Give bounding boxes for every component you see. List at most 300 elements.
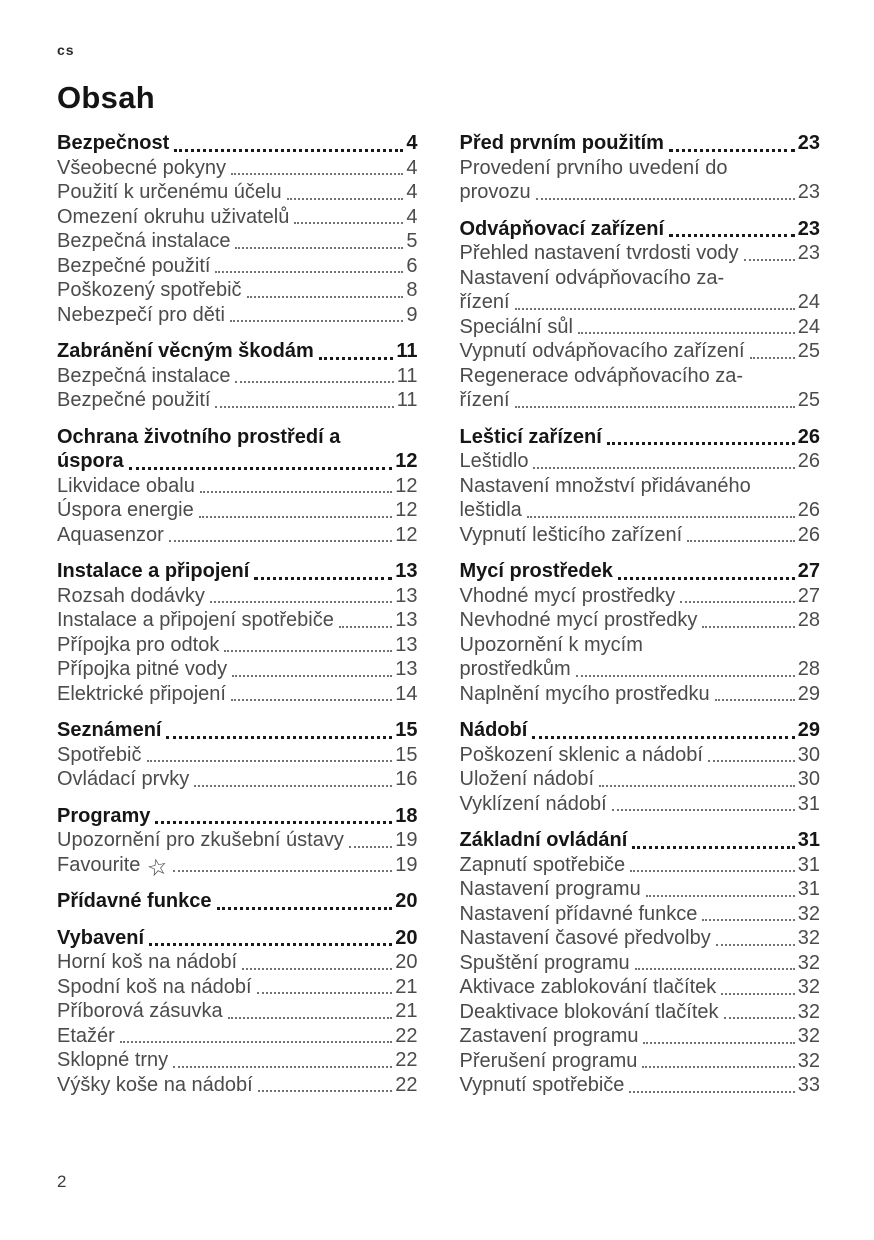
toc-entry-label: Omezení okruhu uživatelů [57,205,290,228]
toc-entry-label: Nastavení přídavné funkce [459,902,698,925]
toc-entry [460,951,821,976]
toc-entry [57,767,418,792]
toc-page-ref: 33 [797,1074,820,1096]
toc-entry-row [57,474,418,499]
toc-entry-row [460,180,821,205]
toc-entry [460,156,821,205]
toc-page-ref: 23 [797,217,820,240]
toc-page-ref: 21 [395,1000,418,1022]
dot-leader [254,577,392,580]
toc-entry-label: Ovládací prvky [57,768,190,790]
dot-leader [120,1041,392,1043]
toc-entry [57,608,418,633]
toc-page-ref: 16 [395,768,418,790]
toc-entry-row [460,290,821,315]
toc-page-ref: 19 [395,829,418,851]
dot-leader [630,870,795,872]
dot-leader [527,516,795,518]
dot-leader [215,271,403,273]
dot-leader [708,760,795,762]
toc-entry-label: Nastavení programu [459,878,641,900]
dot-leader [319,357,394,360]
toc-page-ref: 28 [797,609,820,631]
dot-leader [215,406,393,408]
toc-entry-row [460,523,821,548]
toc-entry [57,633,418,658]
toc-entry-label: Favourite [57,853,141,876]
dot-leader [235,247,403,249]
toc-page-ref: 15 [395,719,418,741]
dot-leader [155,821,392,824]
dot-leader [646,895,795,897]
toc-entry-row [57,254,418,279]
toc-entry-label: Nastavení časové předvolby [459,927,711,949]
toc-columns [57,131,820,1110]
toc-entry-row [460,388,821,413]
toc-entry-row [460,498,821,523]
toc-entry-label: Likvidace obalu [57,474,195,497]
dot-leader [724,1017,795,1019]
toc-entry-row [57,975,418,1000]
toc-page-ref: 24 [797,291,820,313]
toc-page-ref: 29 [797,719,820,741]
toc-entry-row [460,792,821,817]
toc-entry-row [460,608,821,633]
dot-leader [680,601,795,603]
toc-entry-row [57,339,418,364]
toc-heading [57,804,418,829]
toc-section [57,718,418,792]
toc-entry [57,474,418,499]
toc-entry [57,852,418,882]
toc-page-ref: 20 [395,951,418,973]
toc-entry [460,743,821,768]
toc-page-ref: 32 [797,902,820,925]
toc-page-ref: 24 [797,315,820,338]
toc-entry-row [57,449,418,474]
toc-page-ref: 32 [797,976,820,998]
toc-entry-label: Příborová zásuvka [57,1000,223,1022]
toc-entry-row [460,657,821,682]
toc-entry-row [57,229,418,254]
toc-entry [57,1073,418,1098]
dot-leader [515,406,795,408]
toc-entry-label: provozu [459,181,531,203]
toc-entry-row [460,559,821,584]
toc-entry-row [57,608,418,633]
toc-page-ref: 15 [395,743,418,766]
toc-entry [460,926,821,951]
toc-entry-label: Elektrické připojení [57,682,226,705]
page-number: 2 [57,1172,67,1191]
toc-entry-row [57,584,418,609]
toc-entry-label: řízení [459,389,510,411]
dot-leader [257,992,393,994]
toc-section [57,339,418,413]
dot-leader [173,1066,392,1068]
toc-entry-label: Výšky koše na nádobí [57,1073,253,1096]
toc-page-ref: 31 [797,878,820,900]
toc-entry-row [460,1073,821,1098]
dot-leader [129,467,393,470]
toc-entry-row [460,682,821,707]
toc-column-1 [57,131,418,1110]
toc-entry-row [460,425,821,450]
dot-leader [231,173,403,175]
toc-entry-label: Etažér [57,1024,115,1047]
dot-leader [194,785,392,787]
toc-page-ref: 20 [395,890,418,912]
toc-heading [57,889,418,914]
toc-entry-label: Aquasenzor [57,523,164,546]
dot-leader [618,577,795,580]
toc-page-ref: 8 [406,279,418,301]
toc-entry-label: Seznámení [57,719,162,741]
toc-entry-row [460,902,821,927]
toc-entry-label: Odvápňovací zařízení [459,217,665,240]
toc-section [460,559,821,706]
toc-entry-label: Naplnění mycího prostředku [459,682,710,705]
toc-section [57,559,418,706]
toc-entry-row [460,853,821,878]
toc-section [460,828,821,1098]
toc-entry-label: Přerušení programu [459,1049,638,1072]
toc-entry-row [460,743,821,768]
toc-page-ref: 23 [797,242,820,264]
toc-entry-row [57,804,418,829]
toc-entry [57,523,418,548]
dot-leader [632,846,794,849]
toc-entry-row [57,852,418,882]
toc-entry-label: Mycí prostředek [459,560,613,582]
toc-page-ref: 19 [395,853,418,876]
toc-heading [57,718,418,743]
toc-entry-row [57,523,418,548]
dot-leader [643,1042,794,1044]
toc-heading [460,559,821,584]
toc-entry [57,180,418,205]
toc-entry-row [460,1000,821,1025]
toc-entry-row [57,364,418,389]
dot-leader [287,198,404,200]
toc-entry-row [57,1073,418,1098]
toc-entry-label: Úspora energie [57,499,194,521]
toc-entry [460,1073,821,1098]
toc-entry-row [57,926,418,951]
toc-entry-label: Upozornění pro zkušební ústavy [57,829,344,851]
toc-page-ref: 12 [395,474,418,497]
toc-heading [57,131,418,156]
toc-entry [57,205,418,230]
toc-entry-label: Přehled nastavení tvrdosti vody [459,242,739,264]
toc-page-ref: 28 [797,658,820,680]
dot-leader [721,993,794,995]
dot-leader [258,1090,393,1092]
toc-page-ref: 9 [406,303,418,326]
toc-entry-label: Nastavení odvápňovacího za- [459,266,725,289]
toc-entry-label: Nastavení množství přidávaného [459,474,751,497]
toc-page-ref: 29 [797,682,820,705]
toc-page-ref: 26 [797,425,820,448]
toc-page-ref: 4 [406,205,418,228]
toc-entry-label: Rozsah dodávky [57,584,205,607]
toc-page-ref: 11 [396,340,418,362]
toc-entry-row [460,1049,821,1074]
toc-page-ref: 30 [797,743,820,766]
toc-entry-label: Bezpečné použití [57,389,211,411]
toc-section [57,889,418,914]
toc-section [460,718,821,816]
toc-entry-label: Zabránění věcným škodám [57,340,314,362]
toc-entry [460,853,821,878]
toc-entry [460,792,821,817]
dot-leader [635,968,795,970]
toc-entry-row [57,767,418,792]
toc-entry-row [57,498,418,523]
toc-entry [57,657,418,682]
toc-section [460,425,821,548]
toc-entry-label: Bezpečné použití [57,254,211,277]
toc-entry-row [57,303,418,328]
toc-entry-label: Leštidlo [459,450,529,472]
toc-page-ref: 12 [395,499,418,521]
toc-page-ref: 26 [797,450,820,472]
toc-entry-row [57,682,418,707]
toc-entry-label: Lešticí zařízení [459,425,602,448]
toc-page-ref: 11 [396,364,418,387]
toc-entry-row [57,156,418,181]
toc-page-ref: 31 [797,829,820,851]
toc-entry-row [460,828,821,853]
toc-entry-label: Uložení nádobí [459,768,595,790]
toc-page-ref: 21 [395,975,418,998]
toc-entry [460,975,821,1000]
toc-entry-row [57,718,418,743]
dot-leader [232,675,392,677]
toc-entry [460,364,821,413]
toc-entry-label: Regenerace odvápňovacího za- [459,364,744,387]
dot-leader [687,540,795,542]
toc-entry [57,1048,418,1073]
toc-page-ref: 26 [797,523,820,546]
dot-leader [228,1017,393,1019]
toc-page-ref: 26 [797,499,820,521]
dot-leader [339,626,392,628]
dot-leader [247,296,404,298]
toc-page-ref: 32 [797,927,820,949]
toc-entry-row [57,999,418,1024]
dot-leader [217,907,393,910]
dot-leader [230,320,403,322]
toc-entry-row [460,449,821,474]
toc-entry-label: Provedení prvního uvedení do [459,156,728,179]
dot-leader [166,736,392,739]
dot-leader [147,760,393,762]
toc-page-ref: 22 [395,1073,418,1096]
toc-entry-row [57,743,418,768]
toc-heading [460,425,821,450]
toc-entry-row [460,315,821,340]
toc-entry-label: Nebezpečí pro děti [57,303,225,326]
toc-entry [460,1049,821,1074]
toc-entry-label: Přídavné funkce [57,890,212,912]
toc-entry-label: Spodní koš na nádobí [57,975,252,998]
dot-leader [750,357,795,359]
toc-entry-row [460,584,821,609]
toc-entry [460,339,821,364]
toc-entry-label: Vypnutí lešticího zařízení [459,523,683,546]
toc-entry [460,1000,821,1025]
toc-page-ref: 4 [406,132,418,154]
toc-page-ref: 13 [395,560,418,582]
toc-entry [460,1024,821,1049]
toc-page-ref: 22 [395,1024,418,1047]
toc-entry-label: Vhodné mycí prostředky [459,584,676,607]
language-code: cs [57,42,75,58]
toc-entry-row [460,718,821,743]
toc-page-ref: 27 [797,584,820,607]
toc-entry-row [57,205,418,230]
toc-entry-label: Zapnutí spotřebiče [459,853,626,876]
dot-leader [578,332,795,334]
toc-entry-label: Programy [57,804,151,827]
dot-leader [669,149,795,152]
dot-leader [744,259,795,261]
toc-page-ref: 32 [797,951,820,974]
toc-entry [57,682,418,707]
toc-entry-row [57,828,418,853]
toc-entry-row [460,339,821,364]
toc-entry-row [460,241,821,266]
dot-leader [612,809,795,811]
toc-entry-row [460,1024,821,1049]
dot-leader [173,870,392,872]
toc-entry-row [57,180,418,205]
dot-leader [716,944,795,946]
toc-entry-row [57,950,418,975]
dot-leader [576,675,795,677]
toc-entry [460,315,821,340]
toc-page-ref: 12 [395,523,418,546]
toc-entry-label: Aktivace zablokování tlačítek [459,976,717,998]
toc-entry-row [57,131,418,156]
toc-section [57,804,418,882]
toc-entry [57,828,418,853]
toc-entry-row [57,889,418,914]
toc-page-ref: 14 [395,682,418,705]
toc-entry [460,266,821,315]
dot-leader [607,442,795,445]
toc-entry-label: Spotřebič [57,743,142,766]
toc-entry-label: řízení [459,291,510,313]
toc-heading [57,559,418,584]
dot-leader [210,601,392,603]
toc-entry-label: Nevhodné mycí prostředky [459,609,698,631]
dot-leader [515,308,795,310]
toc-page-ref: 13 [395,658,418,680]
toc-entry-label: Přípojka pitné vody [57,658,228,680]
toc-entry [460,449,821,474]
dot-leader [536,198,795,200]
toc-entry-label: Poškozený spotřebič [57,279,242,301]
toc-page-ref: 25 [797,389,820,411]
toc-entry-row [460,926,821,951]
toc-entry-label: Vybavení [57,926,145,949]
toc-entry [460,682,821,707]
toc-entry [57,388,418,413]
dot-leader [149,943,392,946]
toc-entry [460,608,821,633]
dot-leader [599,785,795,787]
toc-entry [57,584,418,609]
toc-entry-row [460,975,821,1000]
toc-page-ref: 27 [797,560,820,582]
toc-page-ref: 31 [797,853,820,876]
toc-entry [460,241,821,266]
dot-leader [533,467,794,469]
toc-entry [460,633,821,682]
toc-heading [57,926,418,951]
dot-leader [235,381,393,383]
toc-entry [57,229,418,254]
toc-page-ref: 31 [797,792,820,815]
toc-page-ref: 4 [406,156,418,179]
toc-entry-label: Instalace a připojení [57,560,250,582]
toc-entry [57,156,418,181]
toc-page-ref: 13 [395,633,418,656]
toc-page-ref: 6 [406,254,418,277]
toc-section [57,926,418,1098]
toc-section [57,425,418,548]
toc-heading [57,339,418,364]
dot-leader [294,222,403,224]
toc-entry-row [460,951,821,976]
toc-entry-row [460,217,821,242]
toc-entry-label: Vypnutí spotřebiče [459,1074,625,1096]
toc-entry-label: Vyklízení nádobí [459,792,607,815]
toc-entry [57,975,418,1000]
toc-entry [460,877,821,902]
toc-entry-label: Bezpečná instalace [57,364,231,387]
toc-entry-label: Poškození sklenic a nádobí [459,743,703,766]
toc-entry-label: prostředkům [459,658,571,680]
dot-leader [224,650,392,652]
toc-entry-label: Ochrana životního prostředí a [57,425,341,448]
toc-page-ref: 32 [797,1049,820,1072]
toc-page-ref: 22 [395,1049,418,1071]
toc-entry [57,743,418,768]
toc-entry-row [57,278,418,303]
toc-page-ref: 23 [797,181,820,203]
toc-heading [460,131,821,156]
toc-page-ref: 4 [406,181,418,203]
toc-entry-label: Nádobí [459,719,528,741]
toc-page-ref: 12 [395,450,418,472]
toc-page-ref: 18 [395,804,418,827]
dot-leader [242,968,392,970]
toc-page-ref: 20 [395,926,418,949]
toc-entry [57,1024,418,1049]
dot-leader [169,540,393,542]
toc-entry [57,278,418,303]
toc-section [460,131,821,205]
toc-entry-label: Deaktivace blokování tlačítek [459,1000,719,1023]
toc-entry-label: Vypnutí odvápňovacího zařízení [459,340,745,362]
dot-leader [702,626,794,628]
toc-entry-label: leštidla [459,499,522,521]
toc-entry [460,767,821,792]
favourite-star-icon: ☆ [144,852,171,882]
